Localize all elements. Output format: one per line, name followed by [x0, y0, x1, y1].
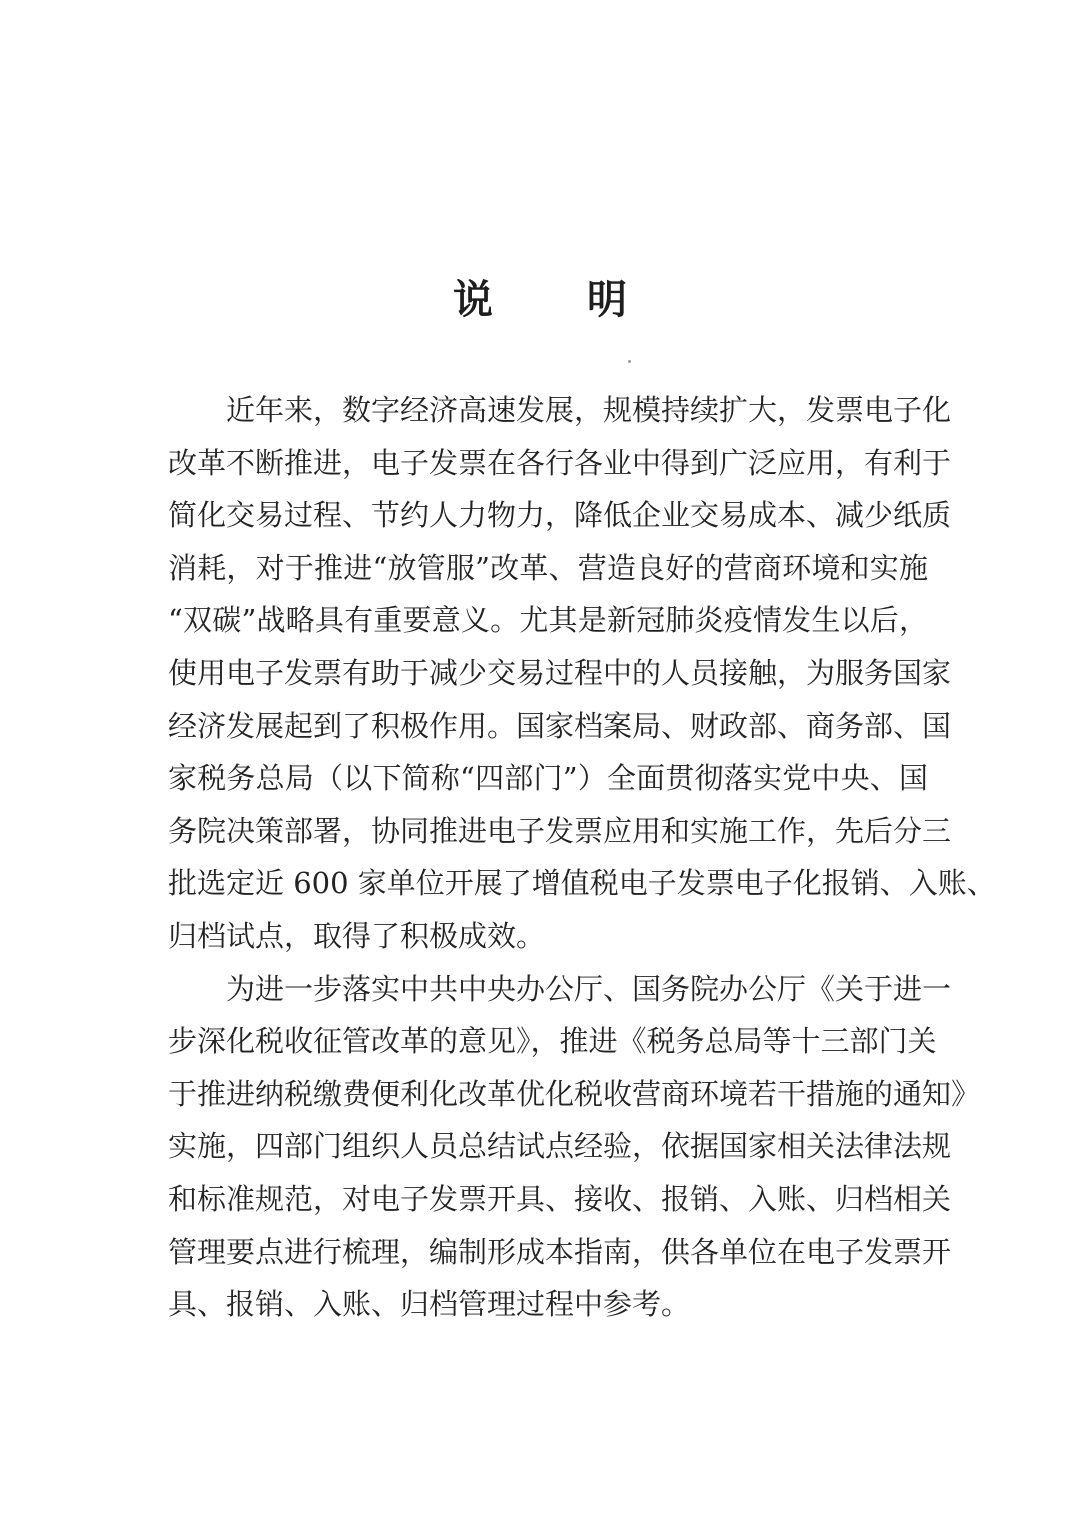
paragraph-1-line: 改革不断推进，电子发票在各行各业中得到广泛应用，有利于 — [168, 445, 952, 480]
paragraph-2-line: 和标准规范，对电子发票开具、接收、报销、入账、归档相关 — [168, 1181, 952, 1216]
paragraph-1-line: 近年来，数字经济高速发展，规模持续扩大，发票电子化 — [226, 393, 952, 427]
paragraph-1-line: 批选定近 600 家单位开展了增值税电子发票电子化报销、入账、 — [168, 866, 996, 901]
paragraph-2-line: 于推进纳税缴费便利化改革优化税收营商环境若干措施的通知》 — [168, 1076, 981, 1111]
paragraph-1-line: “双碳”战略具有重要意义。尤其是新冠肺炎疫情发生以后， — [168, 603, 928, 638]
paragraph-1-line: 使用电子发票有助于减少交易过程中的人员接触，为服务国家 — [168, 655, 952, 690]
paragraph-2-line: 实施，四部门组织人员总结试点经验，依据国家相关法律法规 — [168, 1129, 952, 1164]
document-body — [168, 384, 996, 1331]
paragraph-2-line: 步深化税收征管改革的意见》，推进《税务总局等十三部门关 — [168, 1024, 937, 1059]
paragraph-1-line: 简化交易过程、节约人力物力，降低企业交易成本、减少纸质 — [168, 498, 952, 533]
paragraph-1-line: 归档试点，取得了积极成效。 — [168, 918, 546, 953]
page-title: 说 明 — [453, 276, 667, 323]
scan-speck — [628, 360, 631, 363]
paragraph-1-line: 经济发展起到了积极作用。国家档案局、财政部、商务部、国 — [168, 708, 952, 743]
paragraph-1-line: 家税务总局（以下简称“四部门”）全面贯彻落实党中央、国 — [168, 761, 928, 796]
paragraph-2-line: 具、报销、入账、归档管理过程中参考。 — [168, 1287, 691, 1322]
paragraph-2-line: 管理要点进行梳理，编制形成本指南，供各单位在电子发票开 — [168, 1234, 952, 1269]
paragraph-1-line: 务院决策部署，协同推进电子发票应用和实施工作，先后分三 — [168, 813, 952, 848]
paragraph-1-line: 消耗，对于推进“放管服”改革、营造良好的营商环境和实施 — [168, 550, 928, 585]
paragraph-2-line: 为进一步落实中共中央办公厅、国务院办公厅《关于进一 — [226, 971, 952, 1006]
